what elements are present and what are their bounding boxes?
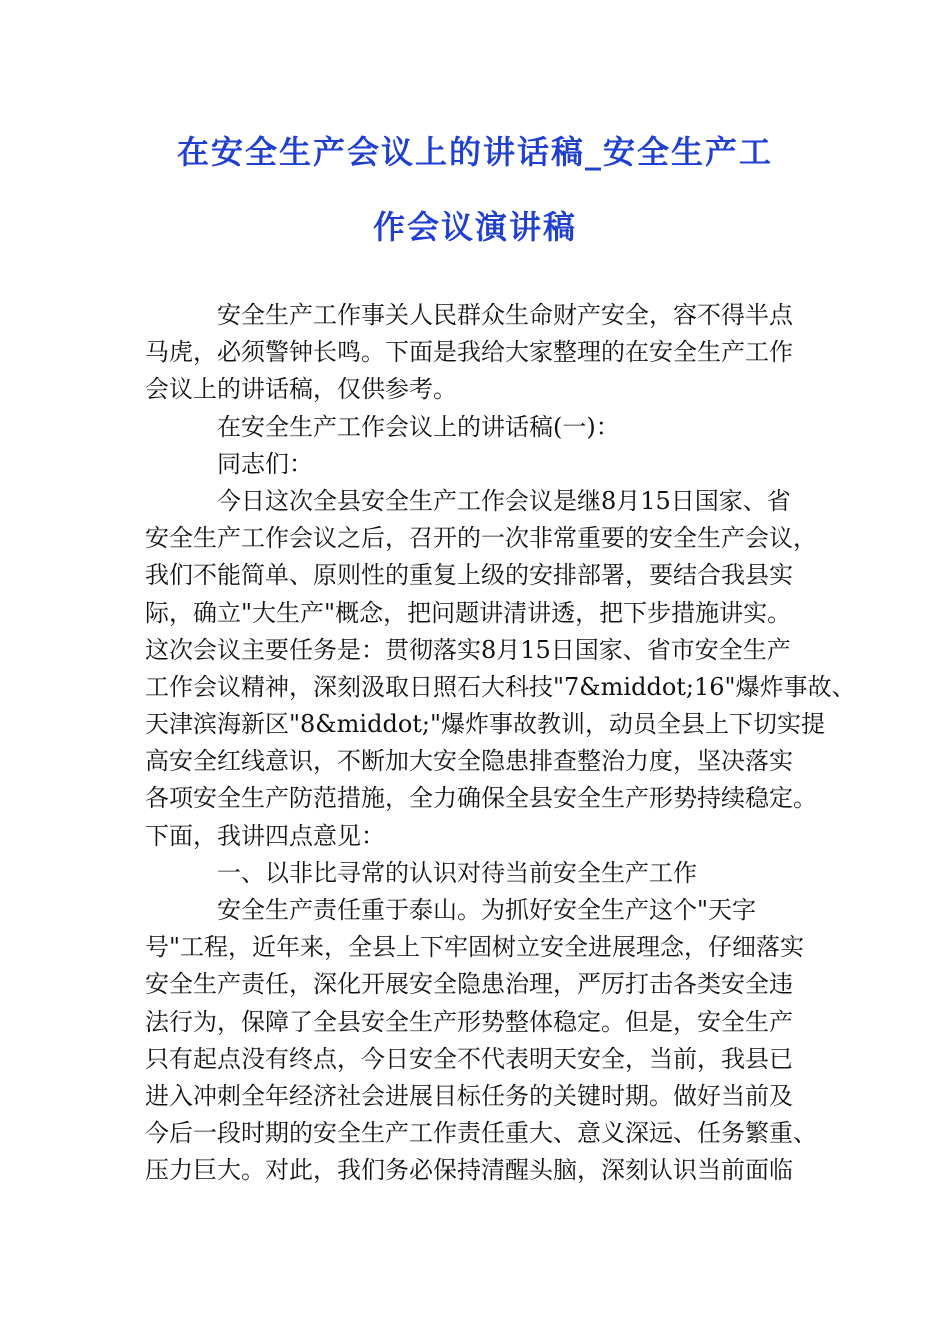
body-line: 安全生产工作事关人民群众生命财产安全，容不得半点 [217, 301, 793, 329]
body-line: 马虎，必须警钟长鸣。下面是我给大家整理的在安全生产工作 [145, 338, 793, 367]
body-line: 今后一段时期的安全生产工作责任重大、意义深远、任务繁重、 [145, 1119, 817, 1148]
body-line: 法行为，保障了全县安全生产形势整体稳定。但是，安全生产 [145, 1007, 793, 1036]
body-line: 会议上的讲话稿，仅供参考。 [145, 375, 457, 404]
body-line: 安全生产工作会议之后，召开的一次非常重要的安全生产会议， [145, 524, 817, 553]
body-line: 只有起点没有终点，今日安全不代表明天安全，当前，我县已 [145, 1044, 793, 1073]
body-line: 压力巨大。对此，我们务必保持清醒头脑，深刻认识当前面临 [145, 1156, 793, 1185]
body-line: 安全生产责任重于泰山。为抓好安全生产这个"天字 [217, 896, 757, 924]
document-body [145, 297, 856, 1190]
body-line: 今日这次全县安全生产工作会议是继8月15日国家、省 [217, 486, 791, 515]
body-line: 在安全生产工作会议上的讲话稿(一)： [217, 412, 620, 441]
body-line: 高安全红线意识，不断加大安全隐患排查整治力度，坚决落实 [145, 747, 793, 776]
body-line: 各项安全生产防范措施，全力确保全县安全生产形势持续稳定。 [145, 784, 817, 813]
body-line: 一、以非比寻常的认识对待当前安全生产工作 [217, 858, 697, 887]
body-line: 号"工程，近年来，全县上下牢固树立安全进展理念，仔细落实 [145, 933, 805, 962]
body-line: 下面，我讲四点意见： [145, 821, 385, 850]
body-line: 我们不能简单、原则性的重复上级的安排部署，要结合我县实 [145, 561, 793, 590]
document-title-line-1: 在安全生产会议上的讲话稿_安全生产工 [176, 133, 773, 171]
body-line: 同志们： [217, 449, 313, 478]
body-line: 际，确立"大生产"概念，把问题讲清讲透，把下步措施讲实。 [145, 598, 792, 627]
body-line: 进入冲刺全年经济社会进展目标任务的关键时期。做好当前及 [145, 1081, 793, 1110]
body-line: 天津滨海新区"8&middot;"爆炸事故教训，动员全县上下切实提 [145, 710, 826, 739]
body-line: 这次会议主要任务是：贯彻落实8月15日国家、省市安全生产 [145, 635, 791, 664]
body-line: 工作会议精神，深刻汲取日照石大科技"7&middot;16"爆炸事故、 [145, 672, 856, 701]
document-title-line-2: 作会议演讲稿 [372, 208, 577, 246]
body-line: 安全生产责任，深化开展安全隐患治理，严厉打击各类安全违 [145, 970, 793, 999]
